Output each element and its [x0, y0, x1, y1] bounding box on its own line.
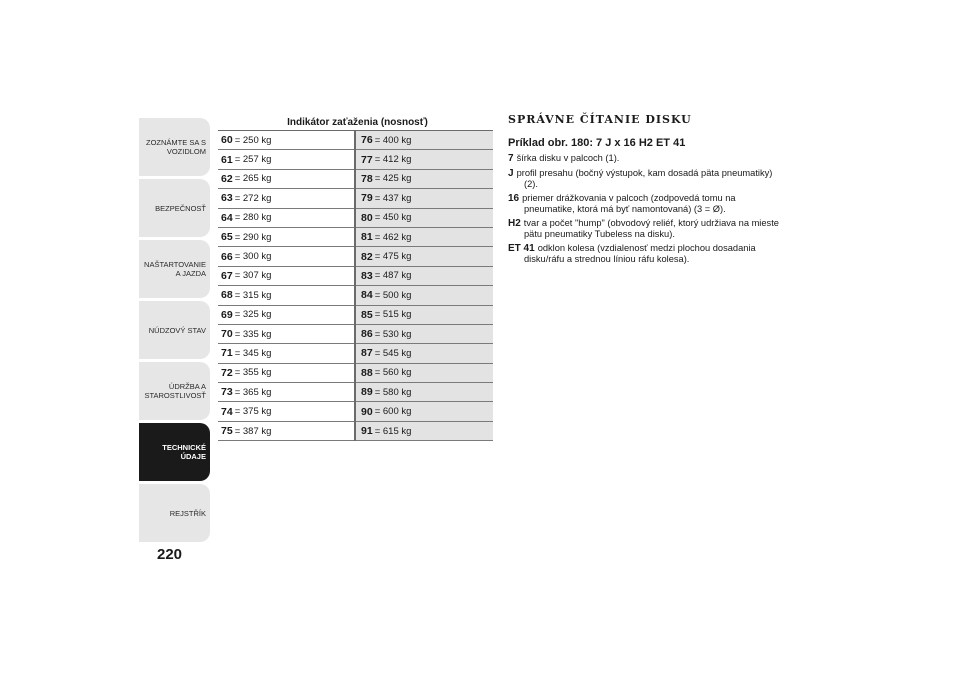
load-value: = 290 kg [234, 231, 272, 243]
definition-list [508, 153, 783, 265]
load-value: = 545 kg [374, 347, 412, 359]
definition-term: ET 41 [508, 242, 535, 254]
table-row [356, 131, 493, 150]
table-row [356, 422, 493, 441]
tab-zoznamte-sa[interactable] [139, 118, 210, 176]
definition-item [508, 243, 783, 265]
table-row [218, 247, 354, 266]
table-row [356, 209, 493, 228]
load-value: = 257 kg [234, 154, 272, 166]
load-index-code: 61 [221, 153, 233, 166]
load-index-code: 75 [221, 425, 233, 438]
table-row [218, 209, 354, 228]
table-row [218, 325, 354, 344]
load-index-code: 82 [361, 250, 373, 263]
table-row [356, 286, 493, 305]
load-value: = 280 kg [234, 212, 272, 224]
definition-term: 7 [508, 153, 514, 164]
table-row [356, 228, 493, 247]
table-row [356, 189, 493, 208]
load-value: = 515 kg [374, 309, 412, 321]
table-row [218, 131, 354, 150]
table-row [218, 267, 354, 286]
load-value: = 500 kg [374, 289, 412, 301]
table-row [356, 383, 493, 402]
load-value: = 272 kg [234, 192, 272, 204]
definition-term: 16 [508, 192, 520, 204]
load-value: = 530 kg [374, 328, 412, 340]
load-value: = 335 kg [234, 328, 272, 340]
load-index-code: 79 [361, 192, 373, 205]
table-row [218, 286, 354, 305]
table-title: Indikátor zaťaženia (nosnosť) [287, 117, 428, 128]
load-index-code: 73 [221, 386, 233, 399]
page-number: 220 [157, 546, 183, 563]
load-index-code: 83 [361, 269, 373, 282]
load-index-code: 76 [361, 134, 373, 147]
tab-bezpecnost[interactable] [139, 179, 210, 237]
table-row [218, 150, 354, 169]
table-row [356, 344, 493, 363]
definition-item [508, 168, 783, 190]
load-value: = 450 kg [374, 212, 412, 224]
tab-label: NAŠTARTOVANIE A JAZDA [144, 260, 206, 278]
tab-label: ZOZNÁMTE SA S VOZIDLOM [145, 138, 206, 156]
load-index-code: 60 [221, 134, 233, 147]
load-index-code: 78 [361, 172, 373, 185]
table-row [356, 325, 493, 344]
tab-nudzovy-stav[interactable] [139, 301, 210, 359]
load-value: = 355 kg [234, 367, 272, 379]
load-index-code: 64 [221, 211, 233, 224]
load-index-code: 67 [221, 269, 233, 282]
tab-label: TECHNICKÉ ÚDAJE [162, 443, 206, 461]
load-value: = 307 kg [234, 270, 272, 282]
load-value: = 615 kg [374, 425, 412, 437]
tab-rejstrik[interactable] [139, 484, 210, 542]
definition-text: priemer drážkovania v palcoch (zodpovedá tomu na pneumatike, ktorá má byť namontovaná) (3 = Ø). [522, 192, 736, 214]
load-index-code: 62 [221, 172, 233, 185]
load-index-code: 72 [221, 366, 233, 379]
load-index-code: 70 [221, 328, 233, 341]
example-line: Príklad obr. 180: 7 J x 16 H2 ET 41 [508, 137, 686, 149]
table-grid [218, 130, 493, 441]
tab-label: REJSTŘÍK [169, 508, 206, 518]
load-value: = 475 kg [374, 251, 412, 263]
section-heading: SPRÁVNE ČÍTANIE DISKU [508, 113, 692, 126]
load-index-code: 66 [221, 250, 233, 263]
load-index-code: 85 [361, 308, 373, 321]
chapter-tabs [139, 118, 210, 545]
load-index-code: 90 [361, 405, 373, 418]
load-value: = 412 kg [374, 154, 412, 166]
load-index-code: 71 [221, 347, 233, 360]
definition-text: odklon kolesa (vzdialenosť medzi plochou dosadania disku/ráfu a strednou líniou ráfu kolesa). [524, 242, 756, 264]
load-index-code: 69 [221, 308, 233, 321]
load-index-code: 68 [221, 289, 233, 302]
definition-text: tvar a počet "hump" (obvodový reliéf, ktorý udržiava na mieste pätu pneumatiky Tubeless na disku). [523, 217, 779, 239]
load-value: = 325 kg [234, 309, 272, 321]
table-column-left [218, 131, 354, 441]
table-row [356, 267, 493, 286]
tab-technicke-udaje[interactable] [139, 423, 210, 481]
load-index-table [218, 116, 493, 441]
table-row [356, 150, 493, 169]
rim-reading-section [508, 113, 783, 268]
load-value: = 437 kg [374, 192, 412, 204]
load-value: = 345 kg [234, 347, 272, 359]
table-row [218, 189, 354, 208]
load-index-code: 80 [361, 211, 373, 224]
definition-item [508, 193, 783, 215]
table-row [356, 247, 493, 266]
table-row [218, 402, 354, 421]
definition-text: šírka disku v palcoch (1). [516, 153, 620, 163]
tab-nastartovanie[interactable] [139, 240, 210, 298]
load-value: = 425 kg [374, 173, 412, 185]
table-row [356, 170, 493, 189]
load-index-code: 86 [361, 328, 373, 341]
table-row [218, 422, 354, 441]
definition-term: J [508, 167, 514, 179]
definition-item [508, 218, 783, 240]
table-row [218, 170, 354, 189]
load-value: = 300 kg [234, 251, 272, 263]
table-row [218, 228, 354, 247]
load-value: = 375 kg [234, 406, 272, 418]
load-index-code: 88 [361, 366, 373, 379]
load-value: = 400 kg [374, 134, 412, 146]
load-value: = 600 kg [374, 406, 412, 418]
load-value: = 560 kg [374, 367, 412, 379]
load-index-code: 81 [361, 231, 373, 244]
load-index-code: 74 [221, 405, 233, 418]
load-value: = 315 kg [234, 289, 272, 301]
table-row [218, 383, 354, 402]
table-row [218, 306, 354, 325]
table-row [218, 364, 354, 383]
tab-udrzba[interactable] [139, 362, 210, 420]
load-index-code: 84 [361, 289, 373, 302]
load-index-code: 63 [221, 192, 233, 205]
load-value: = 580 kg [374, 386, 412, 398]
load-index-code: 89 [361, 386, 373, 399]
load-value: = 250 kg [234, 134, 272, 146]
tab-label: BEZPEČNOSŤ [155, 203, 206, 213]
definition-term: H2 [508, 217, 521, 229]
load-value: = 365 kg [234, 386, 272, 398]
definition-item [508, 153, 783, 165]
load-index-code: 87 [361, 347, 373, 360]
load-value: = 487 kg [374, 270, 412, 282]
table-column-right [354, 131, 493, 441]
table-row [356, 306, 493, 325]
table-row [356, 402, 493, 421]
load-value: = 265 kg [234, 173, 272, 185]
definition-text: profil presahu (bočný výstupok, kam dosadá päta pneumatiky) (2). [516, 167, 773, 189]
load-index-code: 77 [361, 153, 373, 166]
load-value: = 462 kg [374, 231, 412, 243]
table-row [218, 344, 354, 363]
table-row [356, 364, 493, 383]
tab-label: ÚDRŽBA A STAROSTLIVOSŤ [144, 382, 206, 400]
load-index-code: 91 [361, 425, 373, 438]
load-index-code: 65 [221, 231, 233, 244]
tab-label: NÚDZOVÝ STAV [148, 325, 206, 335]
load-value: = 387 kg [234, 425, 272, 437]
